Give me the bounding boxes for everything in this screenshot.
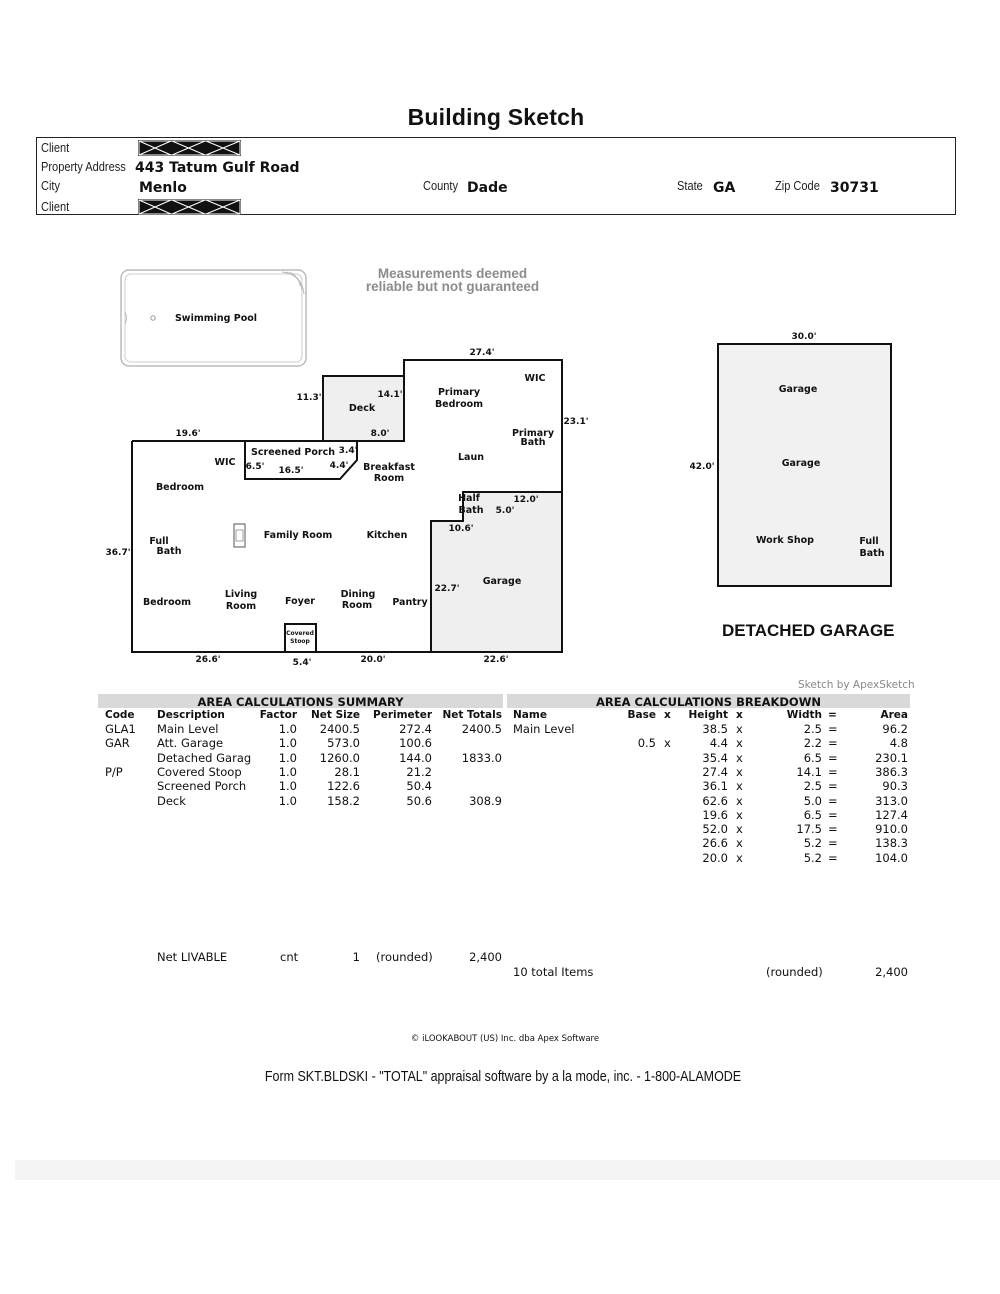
breakdown-col-base: Base xyxy=(627,709,656,721)
summary-cell: 50.4 xyxy=(406,779,432,794)
label-laundry: Laun xyxy=(458,452,484,463)
summary-col-net-totals: Net Totals xyxy=(442,709,502,721)
dimension-label: 23.1' xyxy=(563,417,589,427)
summary-title: AREA CALCULATIONS SUMMARY xyxy=(197,695,404,709)
dimension-label: 22.6' xyxy=(483,655,509,665)
summary-cell: 100.6 xyxy=(399,736,432,751)
breakdown-col-name: Name xyxy=(513,709,547,721)
label-primary-bath-2: Bath xyxy=(520,437,546,448)
summary-cell: 21.2 xyxy=(406,764,432,779)
client-label: Client xyxy=(41,140,70,155)
breakdown-total-items: 10 total Items xyxy=(513,965,594,979)
label-wic: WIC xyxy=(214,457,236,468)
breakdown-cell: 4.4 xyxy=(709,736,728,751)
label-garage: Garage xyxy=(482,576,522,587)
net-livable-rounded: (rounded) xyxy=(376,950,433,964)
breakdown-operator: x xyxy=(736,750,743,765)
breakdown-operator: = xyxy=(828,807,838,822)
dimension-label: 20.0' xyxy=(360,655,386,665)
breakdown-operator: = xyxy=(828,793,838,808)
summary-cell: Main Level xyxy=(157,722,219,736)
summary-cell: 122.6 xyxy=(327,779,360,794)
breakdown-cell: 2.5 xyxy=(803,779,822,794)
summary-col-net-size: Net Size xyxy=(311,709,360,721)
county-label: County xyxy=(423,178,459,193)
label-bedroom-2: Bedroom xyxy=(142,597,192,608)
label-half-bath: Half xyxy=(458,493,480,504)
summary-cell: 308.9 xyxy=(469,793,502,808)
dimension-label: 14.1' xyxy=(377,390,403,400)
label-primary-bath: Primary xyxy=(511,428,555,439)
summary-cell: Att. Garage xyxy=(157,736,224,751)
label-dining-room: Dining xyxy=(340,589,376,600)
net-livable-total: 2,400 xyxy=(469,950,502,964)
copyright: © iLOOKABOUT (US) Inc. dba Apex Software xyxy=(410,1034,600,1044)
dimension-label: 6.5' xyxy=(245,462,265,472)
breakdown-operator: x xyxy=(736,822,743,837)
sketch-credit: Sketch by ApexSketch xyxy=(798,679,915,691)
breakdown-cell: 17.5 xyxy=(796,822,822,837)
summary-cell: 144.0 xyxy=(399,750,432,765)
breakdown-total: 2,400 xyxy=(875,965,908,979)
label-dg-garage: Garage xyxy=(778,384,818,395)
summary-cell: 50.6 xyxy=(406,793,432,808)
breakdown-rounded: (rounded) xyxy=(766,965,823,979)
label-living-room-2: Room xyxy=(225,601,257,612)
dimension-label: 4.4' xyxy=(329,461,349,471)
zip-label: Zip Code xyxy=(775,178,820,193)
breakdown-operator: = xyxy=(828,736,838,751)
fireplace-icon xyxy=(234,524,245,547)
label-pantry: Pantry xyxy=(392,597,428,608)
zip-code: 30731 xyxy=(830,180,879,196)
state: GA xyxy=(713,180,736,196)
breakdown-operator: = xyxy=(828,779,838,794)
summary-cell: Detached Garag xyxy=(157,750,252,765)
breakdown-cell: 6.5 xyxy=(803,750,822,765)
summary-cell: 2400.5 xyxy=(461,722,502,736)
breakdown-col-width: Width xyxy=(786,709,822,721)
breakdown-operator: = xyxy=(828,822,838,837)
summary-cell: 1.0 xyxy=(278,722,297,736)
label-deck: Deck xyxy=(348,403,376,414)
dimension-label: 36.7' xyxy=(105,548,131,558)
breakdown-cell: 5.2 xyxy=(803,836,822,851)
attached-garage-area xyxy=(431,492,562,652)
summary-col-factor: Factor xyxy=(259,709,297,721)
breakdown-col-equals: = xyxy=(828,709,837,721)
breakdown-cell: 2.2 xyxy=(803,736,822,751)
label-dg-garage-2: Garage xyxy=(781,458,821,469)
measurement-note: Measurements deemed reliable but not guaranteed xyxy=(365,266,540,294)
footer-band xyxy=(15,1160,1000,1180)
breakdown-cell: 313.0 xyxy=(875,793,908,808)
breakdown-col-area: Area xyxy=(880,709,908,721)
breakdown-cell: 20.0 xyxy=(702,850,728,865)
breakdown-operator: x xyxy=(736,793,743,808)
summary-cell: 1.0 xyxy=(278,750,297,765)
breakdown-cell: 27.4 xyxy=(702,764,728,779)
dimension-label: 12.0' xyxy=(513,495,539,505)
label-full-bath: Full xyxy=(149,536,169,547)
breakdown-cell: 35.4 xyxy=(702,750,728,765)
summary-cell: 158.2 xyxy=(327,793,360,808)
breakdown-col-x2: x xyxy=(736,709,743,721)
client2-label: Client xyxy=(41,199,70,214)
breakdown-cell: 386.3 xyxy=(875,764,908,779)
net-livable-label: Net LIVABLE xyxy=(157,950,228,964)
county: Dade xyxy=(467,180,508,196)
breakdown-name: Main Level xyxy=(513,722,575,736)
breakdown-col-x1: x xyxy=(664,709,671,721)
breakdown-operator: x xyxy=(736,764,743,779)
detached-garage-label: DETACHED GARAGE xyxy=(722,621,895,640)
label-primary-bedroom: Primary xyxy=(437,387,481,398)
label-swimming-pool: Swimming Pool xyxy=(174,313,258,324)
label-work-shop: Work Shop xyxy=(756,535,814,546)
summary-cell: GLA1 xyxy=(105,722,136,736)
breakdown-operator: x xyxy=(736,722,743,736)
net-livable-count: 1 xyxy=(352,950,360,964)
breakdown-cell: 5.2 xyxy=(803,850,822,865)
breakdown-cell: 230.1 xyxy=(875,750,908,765)
label-family-room: Family Room xyxy=(263,530,333,541)
summary-cell: 2400.5 xyxy=(319,722,360,736)
city: Menlo xyxy=(139,180,187,196)
dimension-label: 10.6' xyxy=(448,524,474,534)
dimension-label: 11.3' xyxy=(296,393,322,403)
label-primary-bedroom-2: Bedroom xyxy=(434,399,484,410)
summary-cell: 1.0 xyxy=(278,779,297,794)
dimension-label: 5.0' xyxy=(495,506,515,516)
summary-cell: 28.1 xyxy=(334,764,360,779)
summary-col-description: Description xyxy=(157,709,225,721)
state-label: State xyxy=(677,178,703,193)
property-address: 443 Tatum Gulf Road xyxy=(135,160,300,176)
breakdown-operator: x xyxy=(736,736,743,751)
summary-cell: P/P xyxy=(105,764,123,779)
property-address-label: Property Address xyxy=(41,159,126,174)
label-kitchen: Kitchen xyxy=(366,530,408,541)
summary-cell: 1.0 xyxy=(278,764,297,779)
breakdown-cell: 104.0 xyxy=(875,850,908,865)
summary-cell: Deck xyxy=(157,793,186,808)
city-label: City xyxy=(41,178,61,193)
label-covered-stoop: Covered xyxy=(286,630,314,637)
dimension-label: 26.6' xyxy=(195,655,221,665)
summary-cell: 1.0 xyxy=(278,793,297,808)
breakdown-operator: x xyxy=(736,850,743,865)
summary-cell: 1.0 xyxy=(278,736,297,751)
summary-cell: Screened Porch xyxy=(157,779,247,794)
breakdown-cell: 96.2 xyxy=(882,722,908,736)
breakdown-operator: x xyxy=(736,779,743,794)
breakdown-cell: 6.5 xyxy=(803,807,822,822)
breakdown-cell: 2.5 xyxy=(803,722,822,736)
breakdown-operator: x xyxy=(736,807,743,822)
summary-cell: 272.4 xyxy=(399,722,432,736)
label-living-room: Living xyxy=(224,589,258,600)
dimension-label: 3.4' xyxy=(338,446,358,456)
label-dining-room-2: Room xyxy=(341,600,373,611)
dimension-label: 5.4' xyxy=(292,658,312,668)
summary-cell: 573.0 xyxy=(327,736,360,751)
breakdown-cell: 138.3 xyxy=(875,836,908,851)
label-breakfast-room-2: Room xyxy=(373,473,405,484)
breakdown-cell: 36.1 xyxy=(702,779,728,794)
breakdown-operator: = xyxy=(828,836,838,851)
label-wic-primary: WIC xyxy=(524,373,546,384)
breakdown-operator: = xyxy=(828,750,838,765)
dimension-label: 16.5' xyxy=(278,466,304,476)
dimension-label: 27.4' xyxy=(469,348,495,358)
breakdown-title: AREA CALCULATIONS BREAKDOWN xyxy=(595,695,822,709)
breakdown-cell: 90.3 xyxy=(882,779,908,794)
breakdown-operator: x xyxy=(736,836,743,851)
label-foyer: Foyer xyxy=(285,596,315,607)
summary-cell: GAR xyxy=(105,736,130,751)
breakdown-cell: 26.6 xyxy=(702,836,728,851)
label-dg-full-bath-2: Bath xyxy=(859,548,885,559)
label-half-bath-2: Bath xyxy=(458,505,484,516)
breakdown-operator: = xyxy=(828,764,838,779)
summary-cell: 1260.0 xyxy=(319,750,360,765)
dimension-label: 30.0' xyxy=(791,332,817,342)
breakdown-cell: 0.5 xyxy=(637,736,656,751)
net-livable-cnt: cnt xyxy=(280,950,299,964)
breakdown-cell: 52.0 xyxy=(702,822,728,837)
breakdown-cell: 910.0 xyxy=(875,822,908,837)
breakdown-operator: = xyxy=(828,850,838,865)
label-breakfast-room: Breakfast xyxy=(363,462,415,473)
breakdown-cell: 4.8 xyxy=(889,736,908,751)
label-covered-stoop-2: Stoop xyxy=(290,638,310,645)
breakdown-cell: 62.6 xyxy=(702,793,728,808)
breakdown-col-height: Height xyxy=(688,709,728,721)
dimension-label: 22.7' xyxy=(434,584,460,594)
label-full-bath-2: Bath xyxy=(156,546,182,557)
breakdown-cell: 5.0 xyxy=(803,793,822,808)
page-title: Building Sketch xyxy=(407,104,585,130)
breakdown-cell: 38.5 xyxy=(702,722,728,736)
summary-col-code: Code xyxy=(105,709,135,721)
summary-cell: 1833.0 xyxy=(461,750,502,765)
breakdown-cell: 19.6 xyxy=(702,807,728,822)
label-screened-porch: Screened Porch xyxy=(251,447,335,458)
dimension-label: 42.0' xyxy=(689,462,715,472)
summary-col-perimeter: Perimeter xyxy=(373,709,432,721)
breakdown-cell: 14.1 xyxy=(796,764,822,779)
form-line: Form SKT.BLDSKI - "TOTAL" appraisal software by a la mode, inc. - 1-800-ALAMODE xyxy=(264,1069,742,1085)
label-bedroom: Bedroom xyxy=(155,482,205,493)
summary-cell: Covered Stoop xyxy=(157,764,242,779)
breakdown-cell: 127.4 xyxy=(875,807,908,822)
breakdown-operator: = xyxy=(828,722,838,736)
dimension-label: 8.0' xyxy=(370,429,390,439)
dimension-label: 19.6' xyxy=(175,429,201,439)
label-dg-full-bath: Full xyxy=(859,536,879,547)
breakdown-operator: x xyxy=(664,736,671,751)
